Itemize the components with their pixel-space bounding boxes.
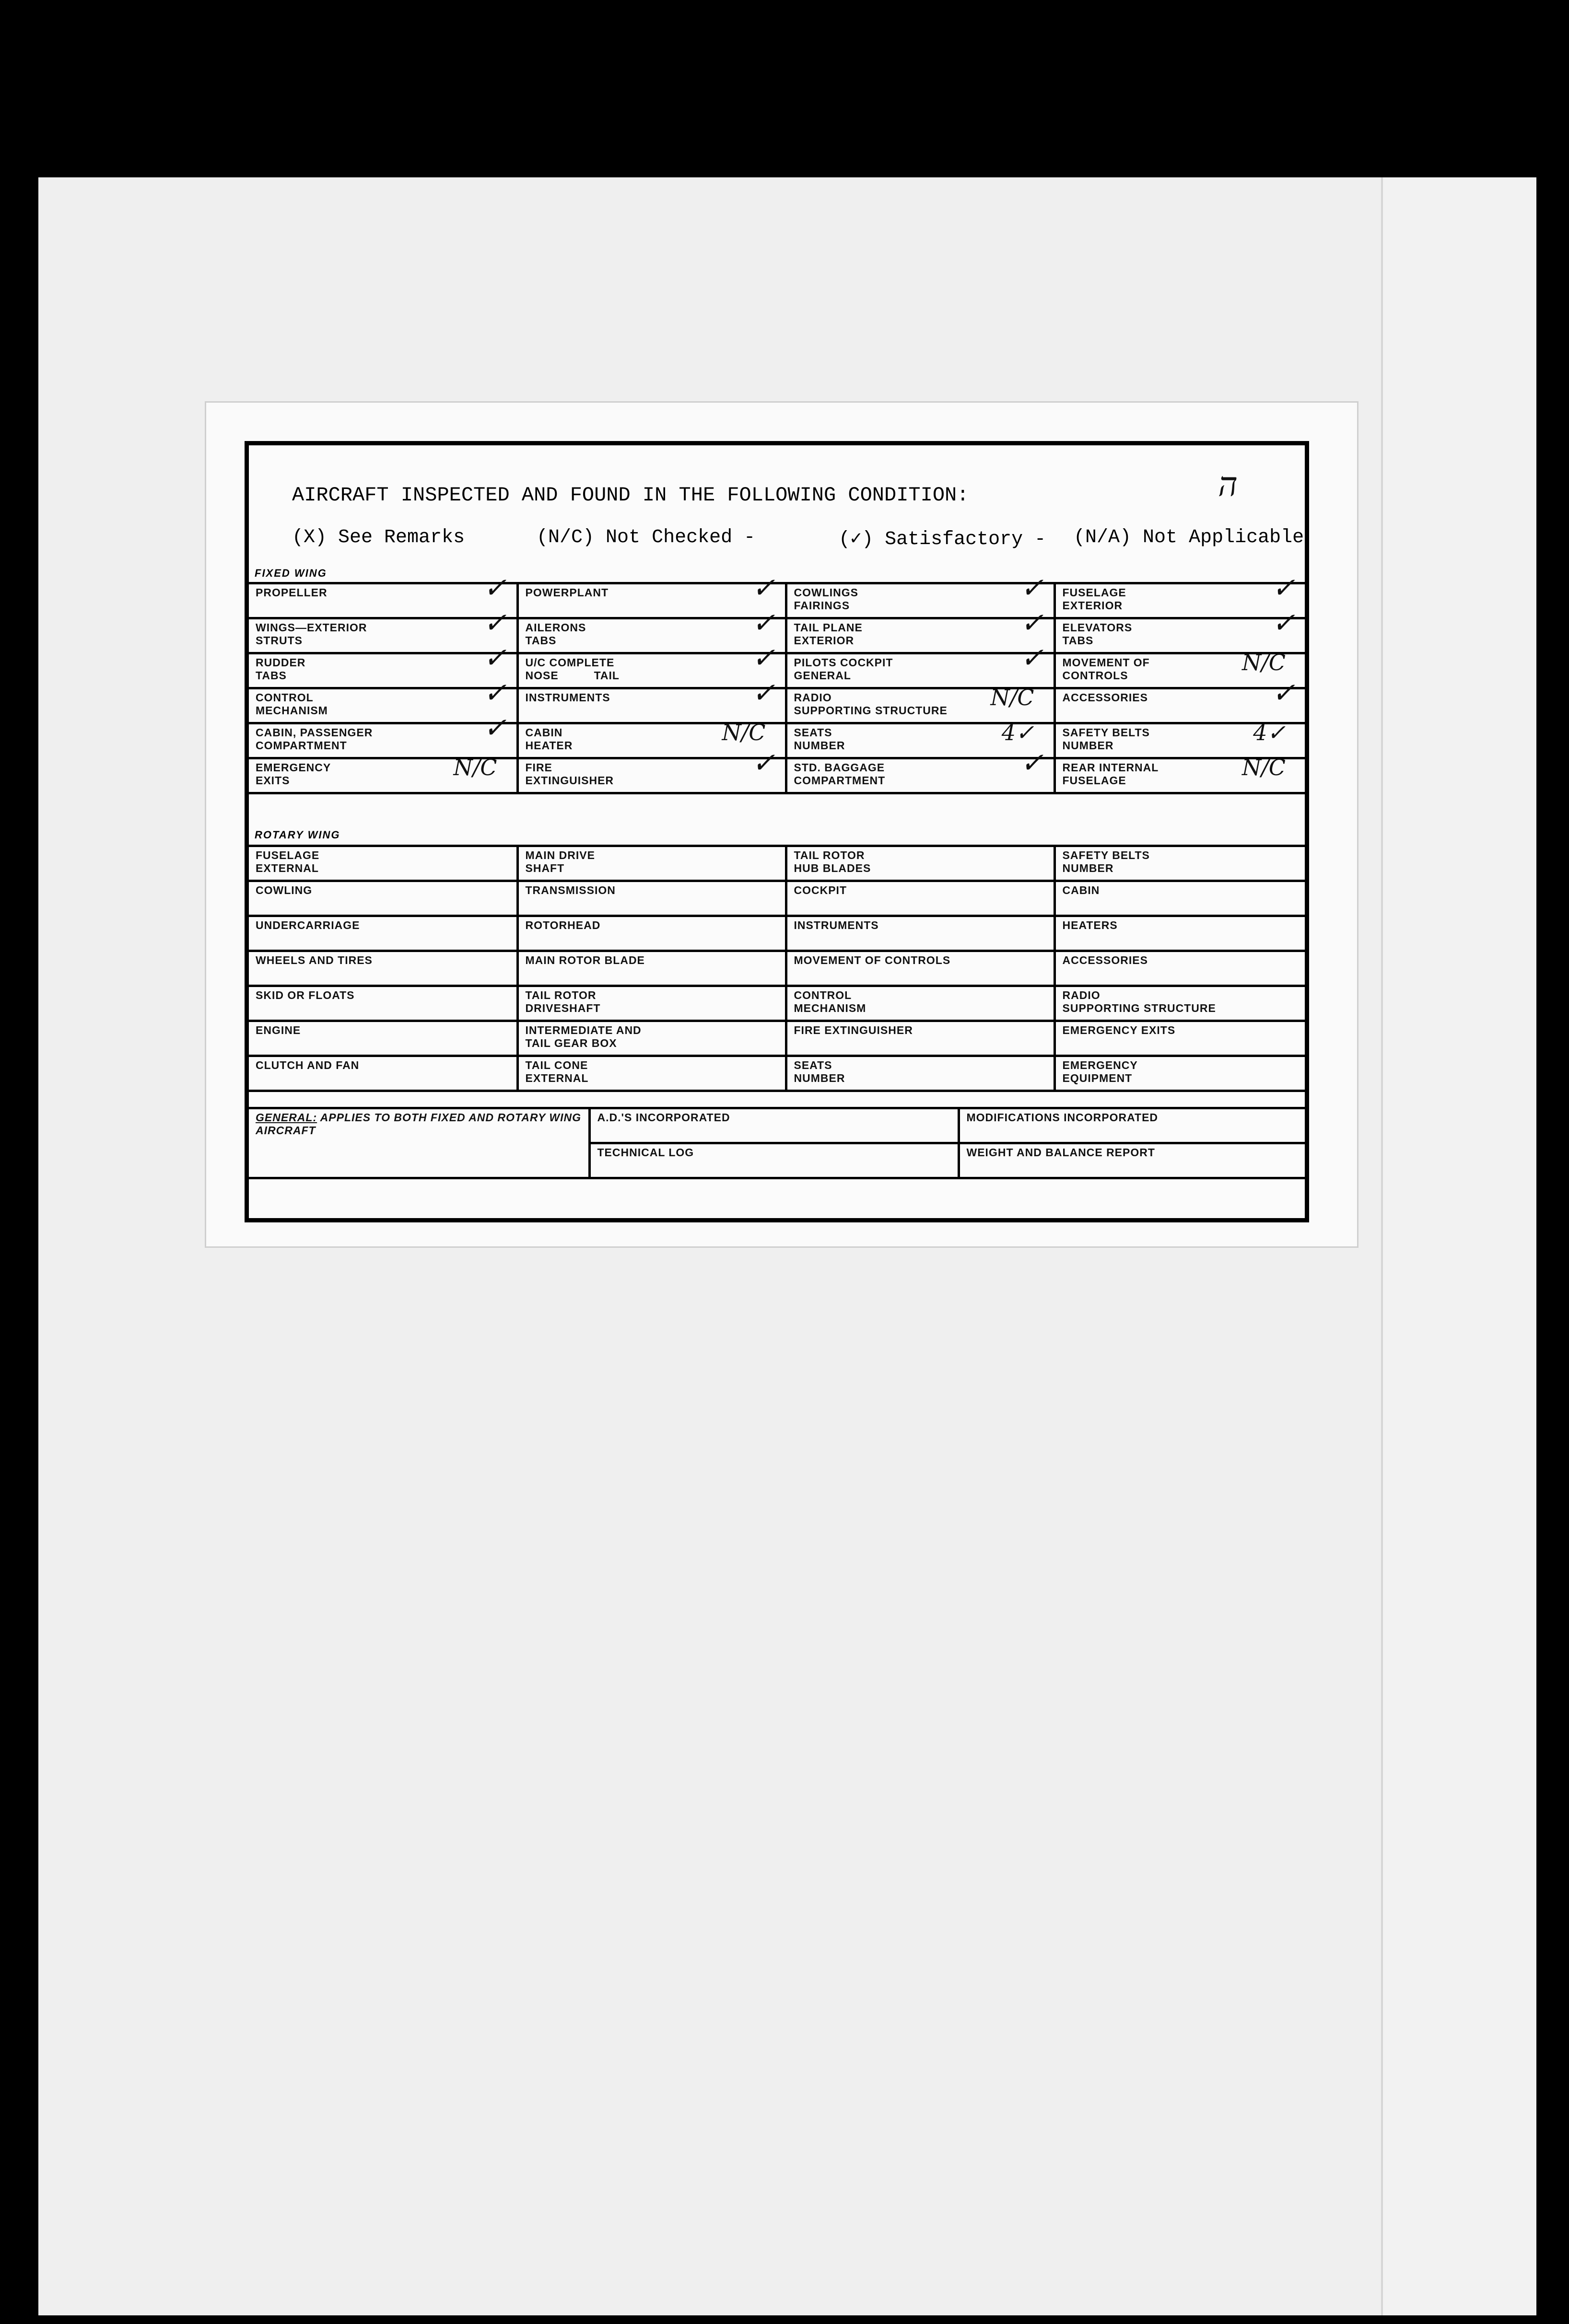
handwritten-mark: ✓ xyxy=(751,606,775,639)
handwritten-mark: N/C xyxy=(453,755,497,780)
fixed-cell-emergency-exits xyxy=(249,755,517,793)
rotary-cell-seats-number: SEATS NUMBER xyxy=(786,1056,1054,1091)
rotary-wing-row xyxy=(249,1056,1305,1091)
cell-label: RUDDER TABS xyxy=(256,656,306,682)
handwritten-mark: ✓ xyxy=(1020,746,1044,779)
general-footer-row xyxy=(249,1178,1305,1208)
handwritten-mark: ✓ xyxy=(483,676,507,709)
rotary-cell-tail-rotor-hub-blades: TAIL ROTOR HUB BLADES xyxy=(786,846,1054,881)
rotary-cell-cowling: COWLING xyxy=(249,881,517,916)
fixed-cell-wings-exterior-struts xyxy=(249,606,517,653)
cell-label: MOVEMENT OF CONTROLS xyxy=(1062,656,1150,682)
fixed-cell-rudder-tabs xyxy=(249,641,517,688)
general-table xyxy=(249,1107,1305,1207)
rotary-cell-heaters: HEATERS xyxy=(1054,916,1305,951)
cell-label: RADIO SUPPORTING STRUCTURE xyxy=(794,691,948,717)
technical-log: TECHNICAL LOG xyxy=(589,1143,959,1178)
cell-label: FIRE EXTINGUISHER xyxy=(525,761,614,787)
fixed-cell-cabin-passenger-compartment xyxy=(249,711,517,758)
weight-and-balance-report: WEIGHT AND BALANCE REPORT xyxy=(959,1143,1305,1178)
rotary-cell-emergency-exits: EMERGENCY EXITS xyxy=(1054,1021,1305,1056)
cell-label: SAFETY BELTS NUMBER xyxy=(1062,726,1150,752)
rotary-cell-rotorhead: ROTORHEAD xyxy=(517,916,786,951)
cell-label: FUSELAGE EXTERIOR xyxy=(1062,586,1126,612)
cell-label: PROPELLER xyxy=(256,586,328,599)
handwritten-mark: ✓ xyxy=(483,571,507,604)
fixed-cell-fuselage-exterior xyxy=(1054,571,1305,618)
rotary-wing-row xyxy=(249,916,1305,951)
cell-label: STD. BAGGAGE COMPARTMENT xyxy=(794,761,886,787)
rotary-cell-intermediate-and-tail-gear-box: INTERMEDIATE AND TAIL GEAR BOX xyxy=(517,1021,786,1056)
rotary-wing-row xyxy=(249,846,1305,881)
rotary-cell-fuselage-external: FUSELAGE EXTERNAL xyxy=(249,846,517,881)
general-label: GENERAL: APPLIES TO BOTH FIXED AND ROTARY WING AIRCRAFT xyxy=(249,1108,589,1178)
inspection-form xyxy=(245,441,1309,1222)
cell-label: AILERONS TABS xyxy=(525,621,586,647)
fixed-cell-cowlings-fairings xyxy=(786,571,1054,618)
rotary-cell-wheels-and-tires: WHEELS AND TIRES xyxy=(249,951,517,986)
rotary-cell-control-mechanism: CONTROL MECHANISM xyxy=(786,986,1054,1021)
cell-label: COWLINGS FAIRINGS xyxy=(794,586,858,612)
fixed-cell-seats-number xyxy=(786,720,1054,758)
handwritten-mark: ✓ xyxy=(1020,606,1044,639)
fixed-cell-instruments xyxy=(517,676,786,723)
fixed-cell-control-mechanism xyxy=(249,676,517,723)
fixed-wing-row xyxy=(249,758,1305,793)
fixed-cell-accessories xyxy=(1054,676,1305,723)
rotary-cell-cabin: CABIN xyxy=(1054,881,1305,916)
rotary-cell-clutch-and-fan: CLUTCH AND FAN xyxy=(249,1056,517,1091)
handwritten-mark: ✓ xyxy=(483,641,507,674)
handwritten-mark: ✓ xyxy=(1272,606,1295,639)
rotary-cell-fire-extinguisher: FIRE EXTINGUISHER xyxy=(786,1021,1054,1056)
fixed-wing-row xyxy=(249,583,1305,618)
ads-incorporated: A.D.'S INCORPORATED xyxy=(589,1108,959,1143)
rotary-cell-instruments: INSTRUMENTS xyxy=(786,916,1054,951)
rotary-cell-main-rotor-blade: MAIN ROTOR BLADE xyxy=(517,951,786,986)
fixed-cell-fire-extinguisher xyxy=(517,746,786,793)
handwritten-mark: 4✓ xyxy=(1001,720,1034,745)
rotary-cell-main-drive-shaft: MAIN DRIVE SHAFT xyxy=(517,846,786,881)
handwritten-mark: ✓ xyxy=(751,676,775,709)
handwritten-mark: ✓ xyxy=(751,571,775,604)
corner-handwritten-mark: ה xyxy=(1218,465,1238,504)
rotary-cell-undercarriage: UNDERCARRIAGE xyxy=(249,916,517,951)
rotary-cell-skid-or-floats: SKID OR FLOATS xyxy=(249,986,517,1021)
fixed-cell-pilots-cockpit-general xyxy=(786,641,1054,688)
cell-label: EMERGENCY EXITS xyxy=(256,761,331,787)
fixed-cell-elevators-tabs xyxy=(1054,606,1305,653)
fixed-wing-label: FIXED WING xyxy=(255,567,327,579)
fixed-cell-u-c-complete-nose-tail xyxy=(517,641,786,688)
rotary-wing-table xyxy=(249,845,1305,1092)
cell-label: SEATS NUMBER xyxy=(794,726,845,752)
handwritten-mark: 4✓ xyxy=(1253,720,1286,745)
cell-label: REAR INTERNAL FUSELAGE xyxy=(1062,761,1159,787)
fixed-cell-powerplant xyxy=(517,571,786,618)
rotary-cell-tail-cone-external: TAIL CONE EXTERNAL xyxy=(517,1056,786,1091)
rotary-wing-row xyxy=(249,951,1305,986)
legend-not-checked: (N/C) Not Checked - xyxy=(537,527,756,548)
handwritten-mark: ✓ xyxy=(1020,571,1044,604)
fixed-cell-movement-of-controls xyxy=(1054,650,1305,688)
legend-not-applicable: (N/A) Not Applicable xyxy=(1074,527,1304,548)
cell-label: PILOTS COCKPIT GENERAL xyxy=(794,656,893,682)
cell-label: ACCESSORIES xyxy=(1062,691,1148,704)
rotary-cell-safety-belts-number: SAFETY BELTS NUMBER xyxy=(1054,846,1305,881)
fixed-cell-std-baggage-compartment xyxy=(786,746,1054,793)
cell-label: CABIN HEATER xyxy=(525,726,573,752)
rotary-cell-radio-supporting-structure: RADIO SUPPORTING STRUCTURE xyxy=(1054,986,1305,1021)
fixed-cell-safety-belts-number xyxy=(1054,720,1305,758)
rotary-wing-row xyxy=(249,986,1305,1021)
fixed-wing-row xyxy=(249,653,1305,688)
cell-label: INSTRUMENTS xyxy=(525,691,610,704)
fixed-wing-row xyxy=(249,618,1305,653)
cell-label: WINGS—EXTERIOR STRUTS xyxy=(256,621,367,647)
cell-label: CONTROL MECHANISM xyxy=(256,691,328,717)
fixed-cell-radio-supporting-structure xyxy=(786,685,1054,723)
handwritten-mark: ✓ xyxy=(483,711,507,744)
handwritten-mark: ✓ xyxy=(1020,641,1044,674)
rotary-cell-movement-of-controls: MOVEMENT OF CONTROLS xyxy=(786,951,1054,986)
modifications-incorporated: MODIFICATIONS INCORPORATED xyxy=(959,1108,1305,1143)
fixed-wing-row xyxy=(249,723,1305,758)
rotary-wing-row xyxy=(249,1021,1305,1056)
cell-label: U/C COMPLETE NOSE TAIL xyxy=(525,656,620,682)
fixed-cell-cabin-heater xyxy=(517,720,786,758)
fixed-cell-ailerons-tabs xyxy=(517,606,786,653)
cell-label: ELEVATORS TABS xyxy=(1062,621,1133,647)
handwritten-mark: ✓ xyxy=(1272,571,1295,604)
legend-see-remarks: (X) See Remarks xyxy=(292,527,465,548)
rotary-cell-engine: ENGINE xyxy=(249,1021,517,1056)
form-title: AIRCRAFT INSPECTED AND FOUND IN THE FOLLOWING CONDITION: xyxy=(292,484,969,507)
legend-satisfactory: (✓) Satisfactory - xyxy=(839,529,1046,550)
handwritten-mark: N/C xyxy=(990,685,1034,710)
handwritten-mark: ✓ xyxy=(751,746,775,779)
cell-label: CABIN, PASSENGER COMPARTMENT xyxy=(256,726,373,752)
handwritten-mark: ✓ xyxy=(1272,676,1295,709)
document-page-edge xyxy=(1381,177,1536,2315)
rotary-cell-tail-rotor-driveshaft: TAIL ROTOR DRIVESHAFT xyxy=(517,986,786,1021)
rotary-wing-label: ROTARY WING xyxy=(255,829,340,841)
rotary-cell-transmission: TRANSMISSION xyxy=(517,881,786,916)
rotary-wing-row xyxy=(249,881,1305,916)
rotary-cell-accessories: ACCESSORIES xyxy=(1054,951,1305,986)
cell-label: TAIL PLANE EXTERIOR xyxy=(794,621,863,647)
fixed-wing-row xyxy=(249,688,1305,723)
rotary-cell-cockpit: COCKPIT xyxy=(786,881,1054,916)
handwritten-mark: N/C xyxy=(1242,650,1286,675)
fixed-cell-tail-plane-exterior xyxy=(786,606,1054,653)
handwritten-mark: N/C xyxy=(722,720,766,745)
fixed-cell-rear-internal-fuselage xyxy=(1054,755,1305,793)
handwritten-mark: N/C xyxy=(1242,755,1286,780)
handwritten-mark: ✓ xyxy=(483,606,507,639)
cell-label: POWERPLANT xyxy=(525,586,609,599)
rotary-cell-emergency-equipment: EMERGENCY EQUIPMENT xyxy=(1054,1056,1305,1091)
handwritten-mark: ✓ xyxy=(751,641,775,674)
